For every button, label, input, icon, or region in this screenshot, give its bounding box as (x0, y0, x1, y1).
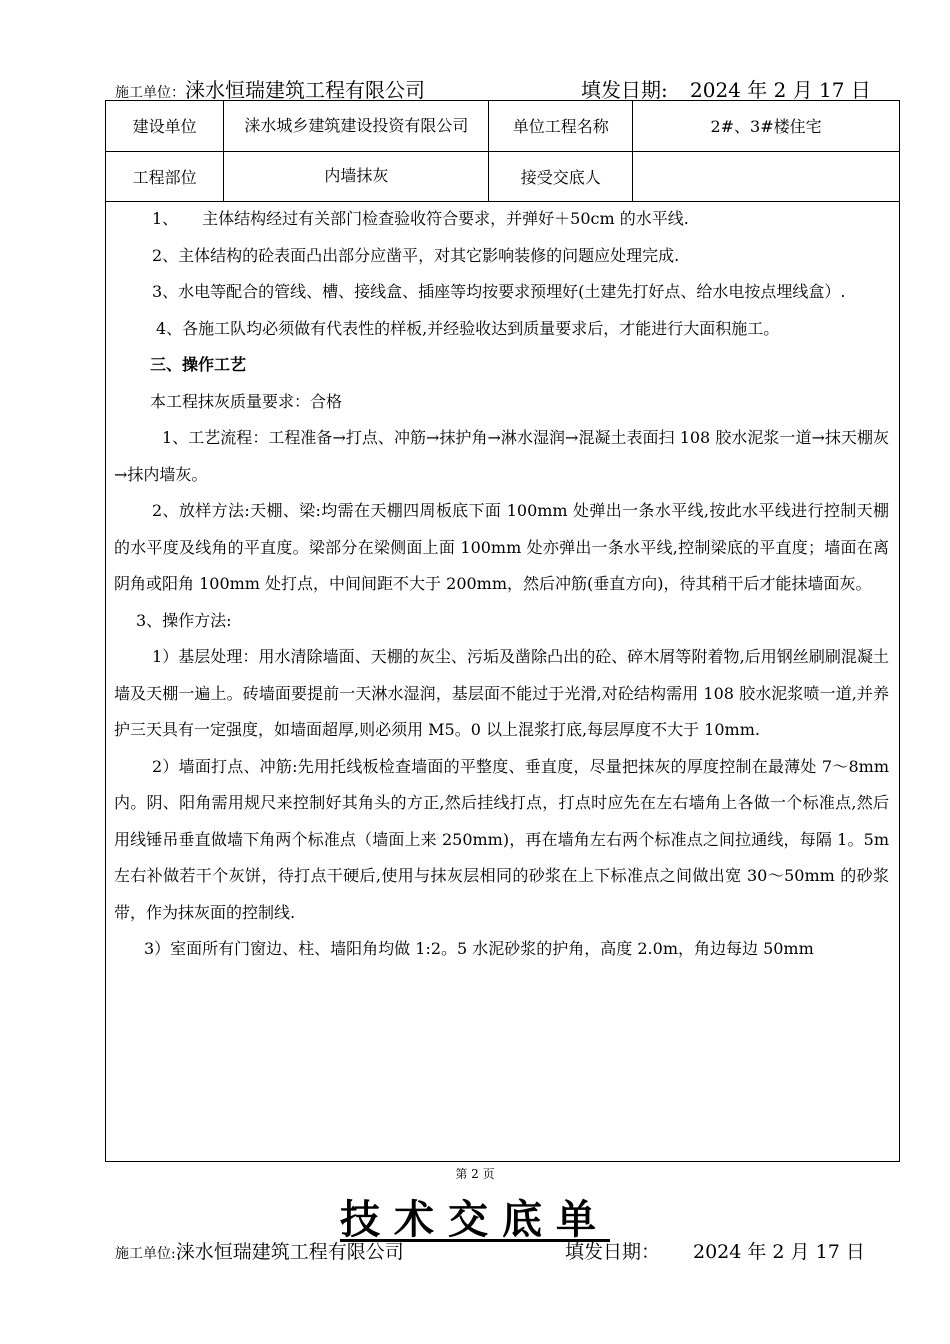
paragraph: 4、各施工队均必须做有代表性的样板,并经验收达到质量要求后，才能进行大面积施工。 (156, 318, 780, 338)
issue-date: 2024 年 2 月 17 日 (690, 78, 871, 102)
paragraph: 2、主体结构的砼表面凸出部分应凿平，对其它影响装修的问题应处理完成. (152, 245, 680, 265)
disclosure-sheet (105, 100, 900, 1162)
paragraph: 3、操作方法: (136, 610, 232, 630)
paragraph: 1、 主体结构经过有关部门检查验收符合要求，并弹好＋50cm 的水平线. (152, 209, 689, 228)
issue-date: 2024 年 2 月 17 日 (693, 1241, 865, 1263)
issue-date-label: 填发日期： (565, 1241, 661, 1263)
page-number: 第 2 页 (455, 1167, 495, 1181)
build-unit-label: 建设单位 (106, 101, 224, 151)
project-part-label: 工程部位 (106, 151, 224, 201)
paragraph: 3、水电等配合的管线、槽、接线盒、插座等均按要求预埋好(土建先打好点、给水电按点埋线盒）. (152, 282, 846, 301)
section-heading: 三、操作工艺 (150, 355, 247, 374)
project-name-value: 2#、3#楼住宅 (633, 101, 899, 151)
top-header (115, 74, 875, 100)
receiver-label: 接受交底人 (489, 151, 633, 201)
construction-unit-name: 涞水恒瑞建筑工程有限公司 (175, 1241, 404, 1263)
paragraph: 2）墙面打点、冲筋:先用托线板检查墙面的平整度、垂直度，尽量把抹灰的厚度控制在最薄处 7～8mm 内。阴、阳角需用规尺来控制好其角头的方正,然后挂线打点，打点时应先在左右墙角上各做一个标准点,然后用线锤吊垂直做墙下角两个标准点（墙面上来 250mm)，再在墙角左右两个标准点之间拉通线，每隔 1。5m 左右补做若干个灰饼，待打点干硬后,使用与抹灰层相同的砂浆在上下标准点之间做出宽 30～50mm 的砂浆带，作为抹灰面的控制线. (114, 756, 889, 922)
construction-unit-label: 施工单位： (115, 85, 185, 101)
paragraph: 1、工艺流程：工程准备→打点、冲筋→抹护角→淋水湿润→混凝土表面扫 108 胶水泥浆一道→抹天棚灰→抹内墙灰。 (114, 428, 889, 484)
disclosure-content (114, 201, 889, 968)
bottom-header (115, 1237, 875, 1263)
paragraph: 本工程抹灰质量要求：合格 (150, 391, 343, 411)
construction-unit-name: 涞水恒瑞建筑工程有限公司 (185, 78, 425, 102)
project-part-value: 内墙抹灰 (224, 151, 489, 201)
paragraph: 1）基层处理：用水清除墙面、天棚的灰尘、污垢及凿除凸出的砼、碎木屑等附着物,后用钢丝刷刷混凝土墙及天棚一遍上。砖墙面要提前一天淋水湿润，基层面不能过于光滑,对砼结构需用 108 胶水泥浆喷一道,并养护三天具有一定强度，如墙面超厚,则必须用 M5。0 以上混浆打底,每层厚度不大于 10mm. (114, 647, 889, 739)
receiver-value (633, 151, 899, 201)
paragraph: 3）室面所有门窗边、柱、墙阳角均做 1:2。5 水泥砂浆的护角，高度 2.0m，角边每边 50mm (144, 939, 814, 958)
document-title-text: 技术交底单 (340, 1196, 610, 1243)
project-info-table (106, 101, 899, 202)
paragraph: 2、放样方法:天棚、梁:均需在天棚四周板底下面 100mm 处弹出一条水平线,按此水平线进行控制天棚的水平度及线角的平直度。梁部分在梁侧面上面 100mm 处亦弹出一条水平线,控制梁底的平直度；墙面在离阴角或阳角 100mm 处打点，中间间距不大于 200mm，然后冲筋(垂直方向)，待其稍干后才能抹墙面灰。 (114, 501, 889, 593)
construction-unit-label: 施工单位: (115, 1246, 176, 1262)
issue-date-label: 填发日期: (581, 78, 668, 102)
project-name-label: 单位工程名称 (489, 101, 633, 151)
build-unit-value: 涞水城乡建筑建设投资有限公司 (224, 101, 489, 151)
